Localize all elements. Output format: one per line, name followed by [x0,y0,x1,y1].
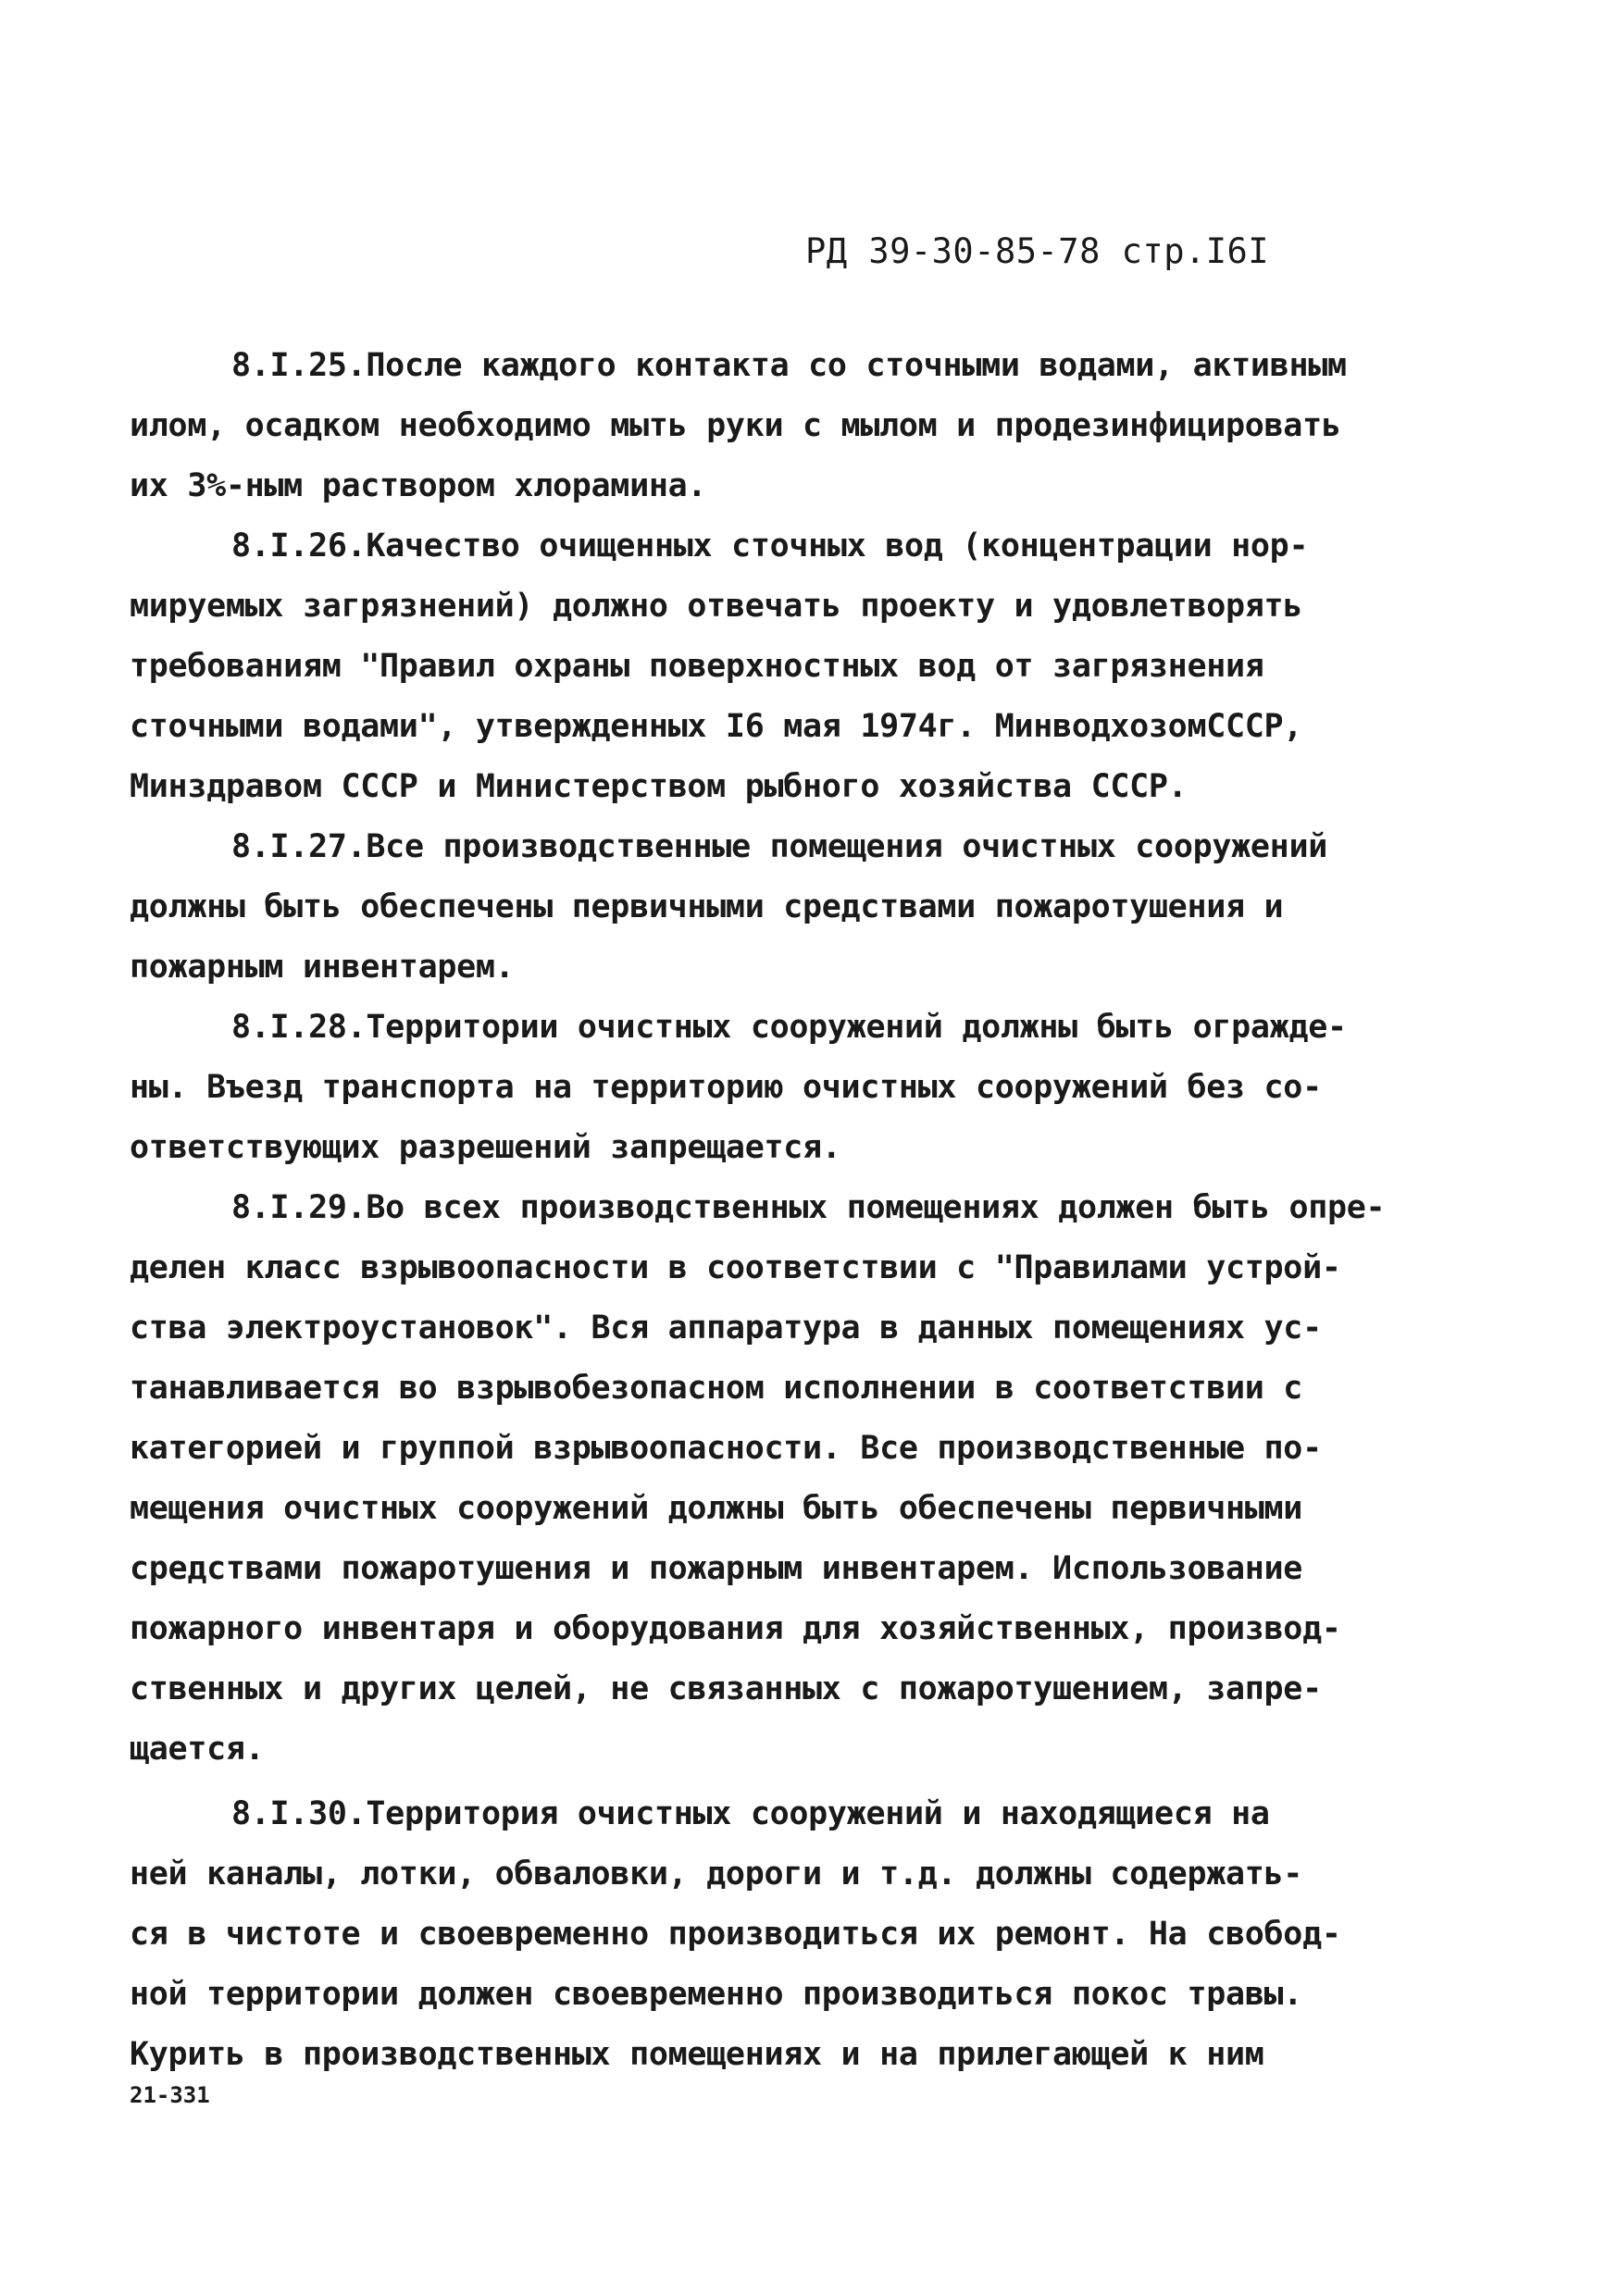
text-line: должны быть обеспечены первичными средствами пожаротушения и [130,888,1284,925]
text-line: 8.I.29.Во всех производственных помещениях должен быть опре- [231,1189,1386,1226]
text-line: щается. [130,1731,265,1768]
text-line: ся в чистоте и своевременно производиться их ремонт. На свобод- [130,1916,1341,1953]
text-line: их 3%-ным раствором хлорамина. [130,467,707,504]
text-line: 8.I.25.После каждого контакта со сточными водами, активным [231,347,1347,384]
text-line: мируемых загрязнений) должно отвечать проекту и удовлетворять [130,588,1303,625]
text-line: ответствующих разрешений запрещается. [130,1129,841,1166]
text-line: пожарного инвентаря и оборудования для хозяйственных, производ- [130,1610,1341,1647]
text-line: ства электроустановок". Вся аппаратура в данных помещениях ус- [130,1309,1322,1347]
text-line: 8.I.30.Территория очистных сооружений и находящиеся на [231,1795,1270,1832]
text-line: ной территории должен своевременно производиться покос травы. [130,1976,1303,2013]
text-line: 8.I.26.Качество очищенных сточных вод (концентрации нор- [231,527,1309,565]
page-footer-code: 21-331 [130,2082,210,2108]
text-line: 8.I.27.Все производственные помещения очистных сооружений [231,828,1327,865]
text-line: Курить в производственных помещениях и на прилегающей к ним [130,2036,1264,2073]
text-line: ней каналы, лотки, обваловки, дороги и т.д. должны содержать- [130,1855,1303,1893]
text-line: сточными водами", утвержденных I6 мая 1974г. МинводхозомСССР, [130,708,1303,745]
text-line: Минздравом СССР и Министерством рыбного хозяйства СССР. [130,768,1188,805]
text-line: категорией и группой взрывоопасности. Все производственные по- [130,1430,1322,1467]
text-line: требованиям "Правил охраны поверхностных вод от загрязнения [130,648,1264,685]
text-line: мещения очистных сооружений должны быть обеспечены первичными [130,1490,1303,1527]
text-line: ны. Въезд транспорта на территорию очистных сооружений без со- [130,1069,1322,1106]
text-line: илом, осадком необходимо мыть руки с мылом и продезинфицировать [130,407,1341,444]
text-line: 8.I.28.Территории очистных сооружений должны быть огражде- [231,1009,1347,1046]
text-line: танавливается во взрывобезопасном исполнении в соответствии с [130,1370,1303,1407]
page-header: РД 39-30-85-78 стр.I6I [805,231,1270,271]
text-line: пожарным инвентарем. [130,949,515,986]
text-line: средствами пожаротушения и пожарным инвентарем. Использование [130,1550,1303,1587]
text-line: делен класс взрывоопасности в соответствии с "Правилами устрой- [130,1249,1341,1286]
text-line: ственных и других целей, не связанных с пожаротушением, запре- [130,1670,1322,1707]
